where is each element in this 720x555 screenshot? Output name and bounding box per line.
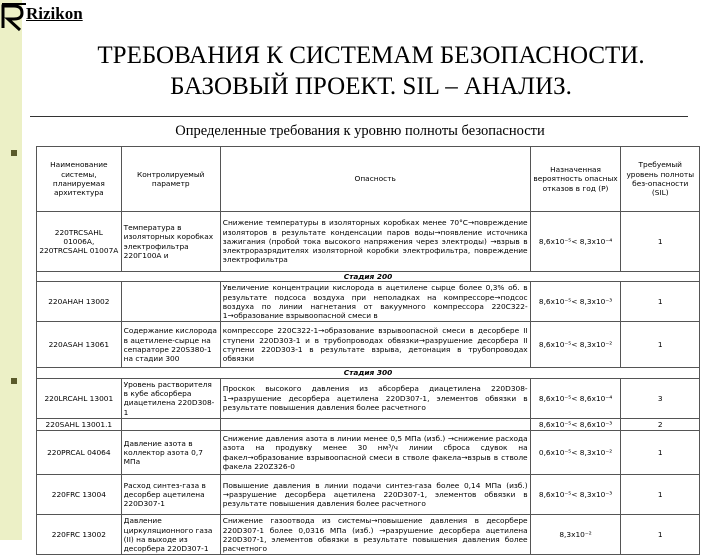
cell-probability: 8,6х10⁻⁵< 8,3х10⁻³ <box>530 475 621 515</box>
cell-probability: 8,3х10⁻² <box>530 515 621 555</box>
table-row <box>37 431 700 475</box>
slide-bullet <box>11 150 17 156</box>
cell-hazard: Проскок высокого давления из абсорбера диацетилена 220D308-1→разрушение десорбера ацетилена 220D307-1, элементов обвязки в результате повышения давления более расчетного <box>220 378 530 418</box>
cell-system: 220FRC 13002 <box>37 515 122 555</box>
table-row <box>37 282 700 322</box>
table-row <box>37 378 700 418</box>
cell-parameter: Расход синтез-газа в десорбер ацетилена 220D307-1 <box>121 475 220 515</box>
table-header-row <box>37 147 700 212</box>
table-row <box>37 212 700 272</box>
title-line-2: БАЗОВЫЙ ПРОЕКТ. SIL – АНАЛИЗ. <box>170 73 572 100</box>
logo-emblem-icon <box>0 2 28 32</box>
table-caption: Определенные требования к уровню полноты безопасности <box>175 123 545 139</box>
cell-sil: 2 <box>621 418 700 430</box>
header-system: Наименование системы, планируемая архитектура <box>37 147 122 212</box>
header-parameter: Контролируемый параметр <box>121 147 220 212</box>
cell-hazard: Снижение газоотвода из системы→повышение давления в десорбере 220D307-1 более 0,0316 МПа (изб.) →разрушение десорбера ацетилена 220D307-1, элементов обвязки в результате повышения давления более расчетного <box>220 515 530 555</box>
title-line-1: ТРЕБОВАНИЯ К СИСТЕМАМ БЕЗОПАСНОСТИ. <box>97 42 645 69</box>
header-probability: Назначенная вероятность опасных отказов в год (P) <box>530 147 621 212</box>
cell-probability: 8,6х10⁻⁵< 8,6х10⁻³ <box>530 418 621 430</box>
rizikon-logo <box>0 0 83 34</box>
cell-probability: 8,6х10⁻⁵< 8,3х10⁻⁴ <box>530 212 621 272</box>
cell-parameter: Давление азота в коллектор азота 0,7 МПа <box>121 431 220 475</box>
stage-row <box>37 368 700 378</box>
header-sil: Требуемый уровень полноты без-опасности (SIL) <box>621 147 700 212</box>
cell-sil: 1 <box>621 322 700 368</box>
cell-sil: 1 <box>621 212 700 272</box>
cell-hazard: Снижение температуры в изоляторных коробках менее 70°С→повреждение изоляторов в результате конденсации паров воды→появление источника зажигания (пробой тока высокого напряжения через электроды) →взрыв в электроразрядителях изоляторной коробки электрофильтра, повреждение электрофильтра <box>220 212 530 272</box>
table-row <box>37 322 700 368</box>
cell-system: 220PRCAL 04064 <box>37 431 122 475</box>
cell-probability: 0,6х10⁻⁵< 8,3х10⁻² <box>530 431 621 475</box>
page-title <box>22 40 720 102</box>
cell-hazard: Повышение давления в линии подачи синтез-газа более 0,14 МПа (изб.) →разрушение десорбера ацетилена 220D307-1, элементов обвязки в результате повышения давления более расчетного <box>220 475 530 515</box>
table-row <box>37 515 700 555</box>
table-row <box>37 475 700 515</box>
cell-sil: 1 <box>621 431 700 475</box>
cell-system: 220SAHL 13001.1 <box>37 418 122 430</box>
stage-row <box>37 272 700 282</box>
cell-sil: 1 <box>621 282 700 322</box>
cell-hazard: компрессоре 220С322-1→образование взрывоопасной смеси в десорбере II ступени 220D303-1 и в трубопроводах обвязки→разрушение десорбера II ступени 220D303-1 в результате взрыва, детонация в трубопроводах обвязки <box>220 322 530 368</box>
cell-probability: 8,6х10⁻⁵< 8,6х10⁻⁴ <box>530 378 621 418</box>
cell-parameter: Температура в изоляторных коробках электрофильтра 220Г100А и <box>121 212 220 272</box>
stage-label: Стадия 300 <box>37 368 700 378</box>
cell-system: 220AHAH 13002 <box>37 282 122 322</box>
cell-parameter: Содержание кислорода в ацетилене-сырце на сепараторе 220S380-1 на стадии 300 <box>121 322 220 368</box>
cell-hazard <box>220 418 530 430</box>
cell-system: 220ASAH 13061 <box>37 322 122 368</box>
cell-sil: 3 <box>621 378 700 418</box>
cell-system: 220LRCAHL 13001 <box>37 378 122 418</box>
cell-probability: 8,6х10⁻⁵< 8,3х10⁻³ <box>530 282 621 322</box>
header-hazard: Опасность <box>220 147 530 212</box>
cell-parameter: Давление циркуляционного газа (II) на выходе из десорбера 220D307-1 <box>121 515 220 555</box>
table-row <box>37 418 700 430</box>
cell-system: 220TRCSAHL 01006А, 220TRCSAHL 01007А <box>37 212 122 272</box>
cell-sil: 1 <box>621 475 700 515</box>
cell-probability: 8,6х10⁻⁵< 8,3х10⁻² <box>530 322 621 368</box>
logo-text: Rizikon <box>26 4 83 23</box>
cell-parameter <box>121 418 220 430</box>
cell-parameter <box>121 282 220 322</box>
cell-system: 220FRC 13004 <box>37 475 122 515</box>
slide-bullet <box>11 378 17 384</box>
title-divider <box>30 116 688 117</box>
cell-hazard: Снижение давления азота в линии менее 0,5 МПа (изб.) →снижение расхода азота на продувку менее 30 нм³/ч линии сброса сдувок на факел→образование взрывоопасной смеси в стволе факела→взрыв в стволе факела 220Z326-0 <box>220 431 530 475</box>
sidebar-strip <box>0 0 22 540</box>
stage-label: Стадия 200 <box>37 272 700 282</box>
cell-parameter: Уровень растворителя в кубе абсорбера диацетилена 220D308-1 <box>121 378 220 418</box>
cell-hazard: Увеличение концентрации кислорода в ацетилене сырце более 0,3% об. в результате подсоса воздуха при неполадках на компрессоре→подсос воздуха по линии нагнетания от вакуумного компрессора 220С322-1→образование взрывоопасной смеси в <box>220 282 530 322</box>
sil-requirements-table <box>36 146 700 555</box>
cell-sil: 1 <box>621 515 700 555</box>
